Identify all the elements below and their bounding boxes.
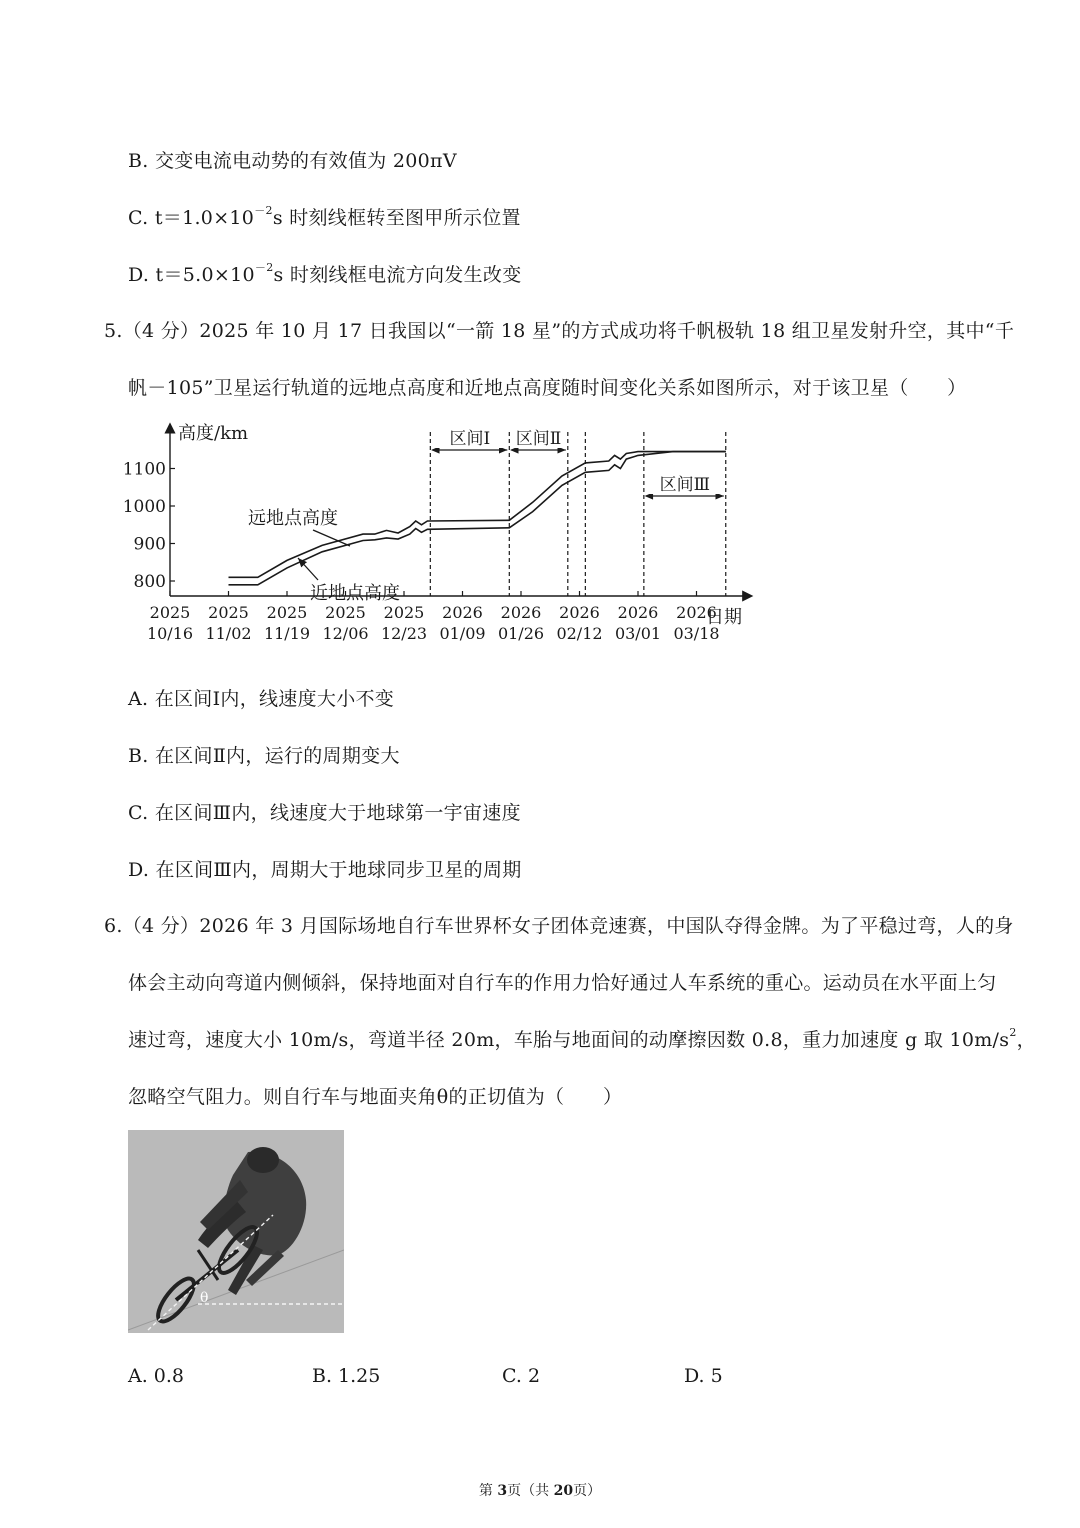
series-label-perigee-pointer <box>298 558 318 580</box>
q6-stem-line-3-punct: ， <box>1016 1029 1036 1051</box>
footer-suffix: 页） <box>573 1483 602 1499</box>
y-axis-label: 高度/km <box>178 423 249 444</box>
x-tick-year: 2025 <box>266 603 308 622</box>
q6-option-c: C. 2 <box>502 1365 541 1387</box>
q5-option-c: C. 在区间Ⅲ内，线速度大于地球第一宇宙速度 <box>128 802 521 824</box>
footer-prefix: 第 <box>478 1483 498 1499</box>
x-tick-year: 2025 <box>149 603 191 622</box>
interval-label: 区间Ⅲ <box>659 475 711 495</box>
q5-stem-line-2: 帆－105”卫星运行轨道的远地点高度和近地点高度随时间变化关系如图所示，对于该卫星（ ） <box>128 377 967 399</box>
q5-option-b: B. 在区间Ⅱ内，运行的周期变大 <box>128 745 400 767</box>
chart-ticks <box>123 460 720 644</box>
q6-stem-line-3 <box>128 1025 1036 1052</box>
x-tick-year: 2026 <box>500 603 542 622</box>
x-tick-date: 01/26 <box>497 624 545 643</box>
q6-option-d: D. 5 <box>684 1365 723 1387</box>
interval-label: 区间Ⅰ <box>449 429 491 449</box>
footer-page-number: 3 <box>497 1483 508 1499</box>
footer-middle: 页（共 <box>507 1483 554 1499</box>
x-tick-year: 2026 <box>676 603 717 622</box>
orbit-height-chart <box>120 418 780 663</box>
q4-option-d-base: D. t＝5.0×10 <box>128 264 255 286</box>
q6-stem-line-3-exponent: 2 <box>1009 1025 1017 1039</box>
angle-theta-label: θ <box>200 1290 209 1306</box>
cyclist-illustration <box>128 1130 344 1333</box>
q4-option-c-base: C. t＝1.0×10 <box>128 207 255 229</box>
q4-option-d-rest: s 时刻线框电流方向发生改变 <box>273 264 522 286</box>
q6-stem-line-3-text: 速过弯，速度大小 10m/s，弯道半径 20m，车胎与地面间的动摩擦因数 0.8，重力加速度 g 取 10m/s <box>128 1029 1010 1051</box>
cyclist-photo <box>128 1130 344 1333</box>
y-tick-label: 800 <box>133 572 166 592</box>
x-tick-date: 11/19 <box>263 624 311 643</box>
x-tick-date: 02/12 <box>556 624 603 643</box>
q4-option-d-exponent: －2 <box>254 260 274 274</box>
x-tick-year: 2026 <box>617 603 659 622</box>
x-tick-date: 03/18 <box>673 624 720 643</box>
y-tick-label: 900 <box>133 534 166 555</box>
x-tick-date: 12/23 <box>380 624 428 643</box>
x-tick-date: 12/06 <box>322 624 369 643</box>
interval-label: 区间Ⅱ <box>515 429 562 449</box>
q6-stem-line-2: 体会主动向弯道内侧倾斜，保持地面对自行车的作用力恰好通过人车系统的重心。运动员在水平面上匀 <box>128 972 997 994</box>
q6-stem-line-4: 忽略空气阻力。则自行车与地面夹角θ的正切值为（ ） <box>128 1086 623 1108</box>
footer-total-pages: 20 <box>553 1483 574 1499</box>
x-tick-date: 11/02 <box>205 624 252 643</box>
x-tick-year: 2025 <box>325 603 366 622</box>
q4-option-b: B. 交变电流电动势的有效值为 200πV <box>128 150 457 172</box>
page-footer <box>0 1480 1080 1500</box>
q5-stem-line-1: 5.（4 分）2025 年 10 月 17 日我国以“一箭 18 星”的方式成功将千帆极轨 18 组卫星发射升空，其中“千 <box>104 320 1015 342</box>
interval-dashed-lines <box>430 432 725 596</box>
q6-option-a: A. 0.8 <box>128 1365 185 1387</box>
q6-stem-line-1: 6.（4 分）2026 年 3 月国际场地自行车世界杯女子团体竞速赛，中国队夺得金牌。为了平稳过弯，人的身 <box>104 915 1014 937</box>
chart-intervals <box>432 428 723 496</box>
q4-option-c-rest: s 时刻线框转至图甲所示位置 <box>272 207 521 229</box>
y-tick-label: 1000 <box>122 497 166 517</box>
x-tick-date: 01/09 <box>439 624 486 643</box>
x-axis-label: 日期 <box>706 607 742 628</box>
x-tick-year: 2025 <box>208 603 249 622</box>
q5-option-d: D. 在区间Ⅲ内，周期大于地球同步卫星的周期 <box>128 859 522 881</box>
q4-option-d <box>128 260 522 287</box>
x-tick-year: 2026 <box>559 603 600 622</box>
x-tick-year: 2026 <box>442 603 483 622</box>
q4-option-c-exponent: －2 <box>254 203 273 217</box>
q4-option-c <box>128 203 521 230</box>
series-label-perigee: 近地点高度 <box>310 583 400 604</box>
q6-option-b: B. 1.25 <box>312 1365 381 1387</box>
x-tick-year: 2025 <box>383 603 425 622</box>
series-label-apogee: 远地点高度 <box>248 508 338 529</box>
x-tick-date: 03/01 <box>614 624 662 643</box>
y-tick-label: 1100 <box>122 459 166 480</box>
x-tick-date: 10/16 <box>146 624 194 643</box>
q5-option-a: A. 在区间Ⅰ内，线速度大小不变 <box>128 688 395 710</box>
